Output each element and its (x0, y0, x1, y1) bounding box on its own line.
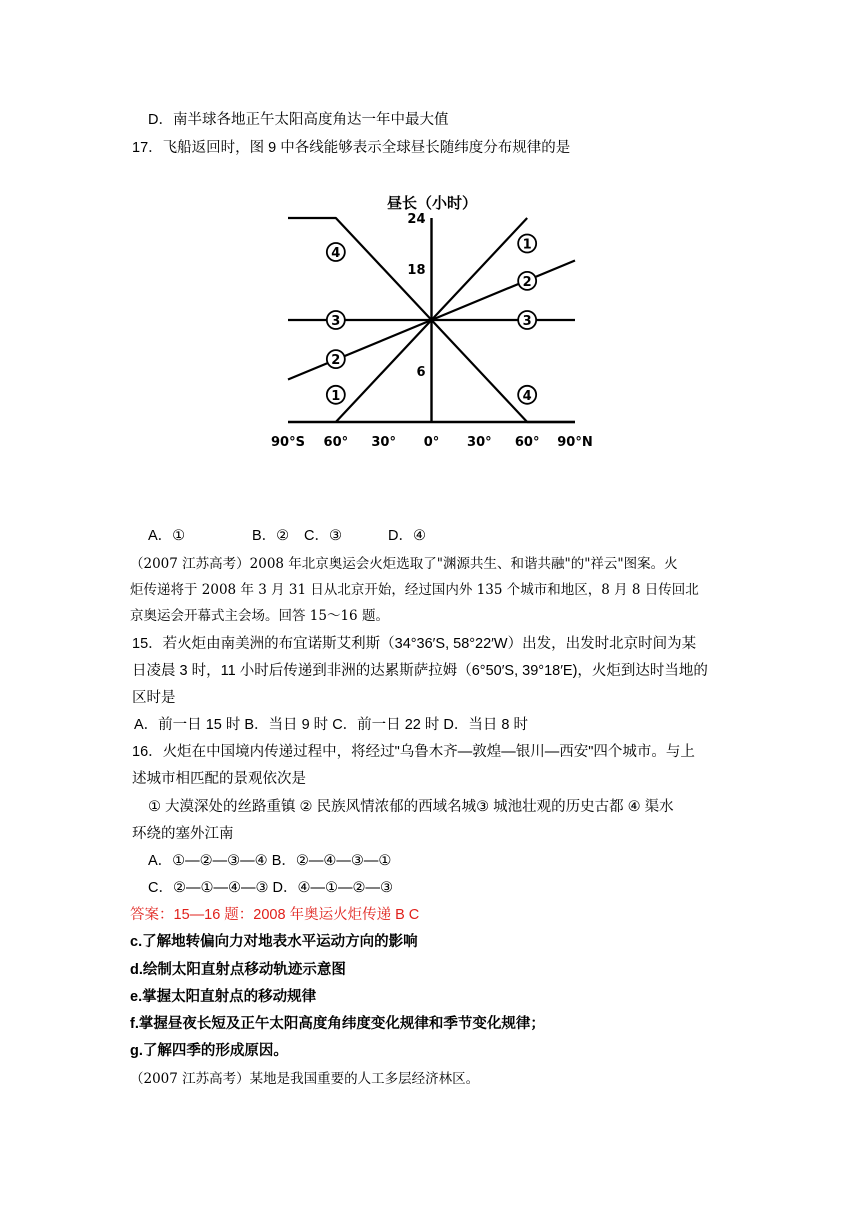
q17-option-b: B．② (252, 528, 290, 544)
q16-option-d: D．南半球各地正午太阳高度角达一年中最大值 (148, 112, 449, 128)
final-line: （2007 江苏高考）某地是我国重要的人工多层经济林区。 (130, 1071, 480, 1087)
objective-g: g.了解四季的形成原因。 (130, 1043, 288, 1059)
q15-options: A．前一日 15 时 B．当日 9 时 C．前一日 22 时 D．当日 8 时 (134, 717, 528, 733)
q15-line-1: 15．若火炬由南美洲的布宜诺斯艾利斯（34°36′S, 58°22′W）出发，出发时北京时间为某 (132, 636, 697, 652)
x-tick-label: 0° (423, 435, 440, 450)
intro-line-1: （2007 江苏高考）2008 年北京奥运会火炬选取了"渊源共生、和谐共融"的"祥云"图案。火 (130, 556, 678, 572)
y-tick-label: 24 (407, 212, 426, 227)
q16-options-cd: C．②—①—④—③ D．④—①—②—③ (148, 880, 393, 896)
x-tick-label: 30° (467, 435, 492, 450)
q17-option-d: D．④ (388, 528, 426, 544)
answer-line: 答案：15—16 题：2008 年奥运火炬传递 B C (130, 907, 420, 923)
q16-line-4: 环绕的塞外江南 (132, 826, 234, 842)
q15-line-2: 日凌晨 3 时，11 小时后传递到非洲的达累斯萨拉姆（6°50′S, 39°18′E)，火炬到达时当地的 (132, 663, 708, 679)
series-marker-label: 4 (331, 246, 341, 261)
q16-options-ab: A．①—②—③—④ B．②—④—③—① (148, 853, 392, 869)
x-tick-label: 30° (371, 435, 396, 450)
objective-e: e.掌握太阳直射点的移动规律 (130, 989, 317, 1005)
objective-f: f.掌握昼夜长短及正午太阳高度角纬度变化规律和季节变化规律； (130, 1016, 545, 1032)
y-tick-label: 18 (407, 263, 426, 278)
q16-line-3: ① 大漠深处的丝路重镇 ② 民族风情浓郁的西域名城③ 城池壮观的历史古都 ④ 渠水 (148, 799, 674, 815)
q15-line-3: 区时是 (132, 690, 176, 706)
intro-line-2: 炬传递将于 2008 年 3 月 31 日从北京开始，经过国内外 135 个城市和地区，8 月 8 日传回北 (130, 582, 699, 598)
q17-stem: 17．飞船返回时，图 9 中各线能够表示全球昼长随纬度分布规律的是 (132, 140, 571, 156)
objective-c: c.了解地转偏向力对地表水平运动方向的影响 (130, 934, 418, 950)
day-length-chart (250, 182, 630, 457)
objective-d: d.绘制太阳直射点移动轨迹示意图 (130, 962, 346, 978)
series-marker-label: 2 (331, 353, 341, 369)
x-tick-label: 60° (514, 435, 540, 450)
q17-option-c: C．③ (304, 528, 342, 544)
q16-line-2: 述城市相匹配的景观依次是 (132, 771, 306, 787)
y-axis-title: 昼长（小时） (387, 194, 478, 212)
q17-option-a: A．① (148, 528, 186, 544)
series-marker-label: 1 (522, 237, 532, 253)
series-marker-label: 4 (522, 388, 532, 404)
q17-options (148, 526, 426, 546)
series-marker-label: 3 (331, 314, 341, 329)
series-marker-label: 2 (522, 274, 532, 290)
x-tick-label: 90°N (557, 435, 593, 450)
intro-line-3: 京奥运会开幕式主会场。回答 15～16 题。 (130, 608, 389, 624)
x-tick-label: 60° (323, 435, 349, 450)
x-tick-label: 90°S (271, 435, 305, 450)
series-marker-label: 3 (522, 314, 532, 329)
series-marker-label: 1 (331, 388, 341, 404)
q16-line-1: 16．火炬在中国境内传递过程中，将经过"乌鲁木齐—敦煌—银川—西安"四个城市。与上 (132, 744, 695, 760)
y-tick-label: 6 (416, 365, 426, 380)
